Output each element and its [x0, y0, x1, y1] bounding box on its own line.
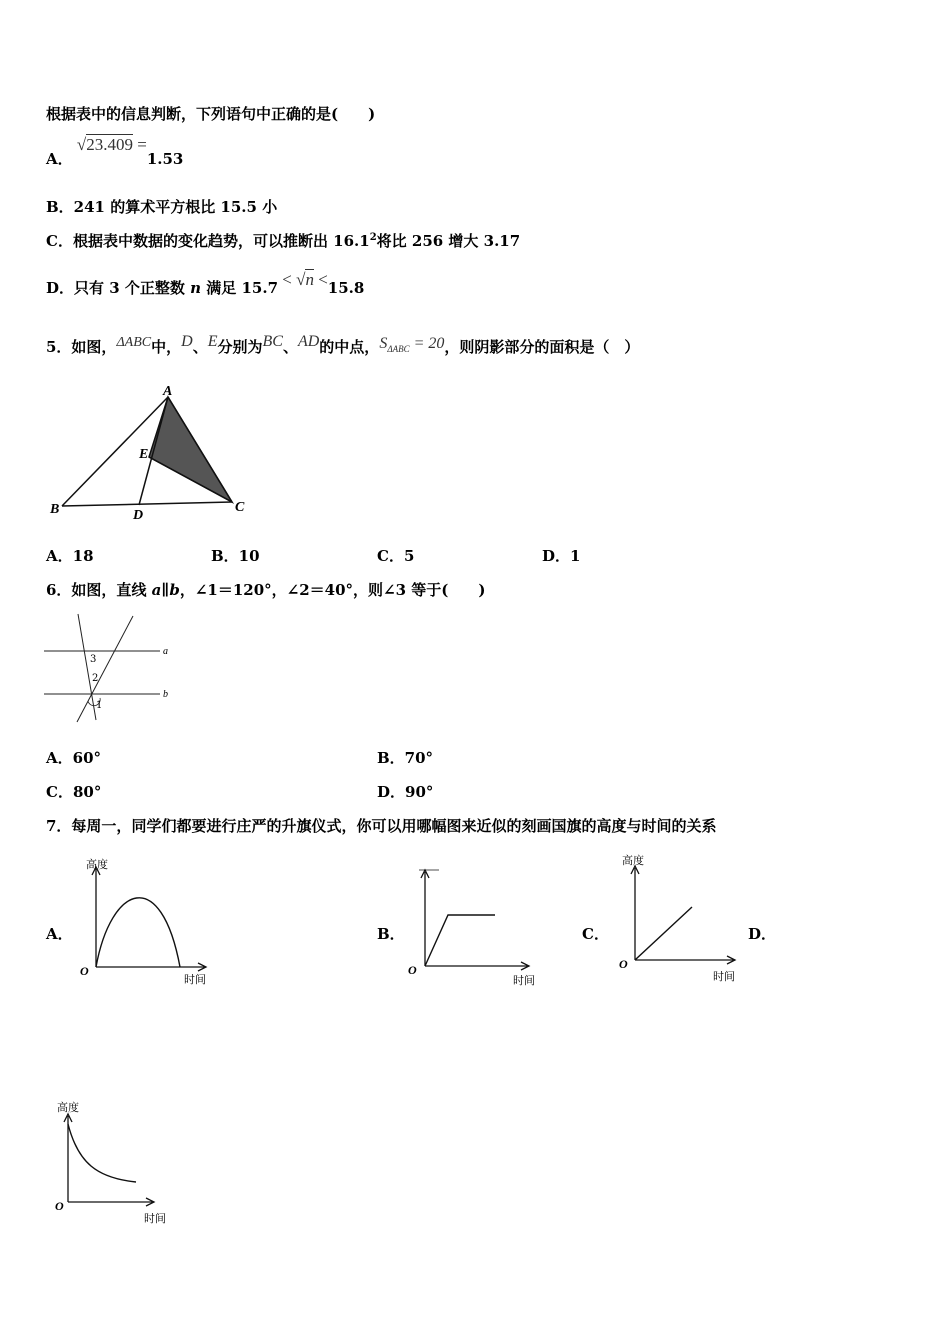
q4-stem: 根据表中的信息判断，下列语句中正确的是( ) [46, 105, 376, 123]
angle-label-2: 2 [92, 673, 99, 684]
x-axis-label: 时间 [144, 1212, 166, 1225]
q5-text-1: 5．如图， [46, 338, 117, 356]
q4-option-a-label: A． [46, 150, 73, 168]
q5-option-c: C．5 [377, 547, 415, 565]
q4-option-c-tail: 将比 256 增大 3.17 [376, 232, 521, 250]
q5-option-b: B．10 [211, 547, 260, 565]
q5-area-sub: ΔABC [387, 344, 410, 355]
y-axis-label: 高度 [86, 858, 108, 871]
q5-text-7: ，则阴影部分的面积是（ ） [444, 338, 640, 356]
x-axis-label: 时间 [713, 970, 735, 983]
q4-option-d-radicand: n [305, 270, 314, 289]
label-c: C [235, 500, 245, 515]
angle-label-3: 3 [90, 654, 97, 665]
q4-option-d-n: n [190, 279, 202, 297]
angle-label-1: 1 [96, 700, 103, 711]
origin-label: O [408, 963, 417, 977]
q5-text-4: 分别为 [217, 338, 263, 356]
q6-option-b: B．70° [377, 749, 434, 767]
q5-math-triangle: ΔABC [116, 335, 152, 350]
y-axis-label: 高度 [57, 1101, 79, 1114]
q6-text-1: 6．如图，直线 [46, 581, 152, 599]
q4-option-d-text: D．只有 3 个正整数 [46, 279, 191, 297]
label-e: E [139, 447, 149, 462]
label-b: B [50, 502, 60, 517]
q7-stem: 7．每周一，同学们都要进行庄严的升旗仪式，你可以用哪幅图来近似的刻画国旗的高度与时间的关系 [46, 817, 717, 835]
q5-area-s: S [379, 335, 388, 352]
q6-option-a: A．60° [46, 749, 102, 767]
q5-option-d: D．1 [542, 547, 581, 565]
q5-math-ad: AD [297, 333, 320, 350]
q4-option-c [46, 230, 520, 251]
q4-option-c-text: C．根据表中数据的变化趋势，可以推断出 16.1 [46, 232, 370, 250]
x-axis-label: 时间 [184, 973, 206, 986]
q4-option-d-lt2: < [318, 270, 328, 289]
q4-option-d-lt1: < [282, 270, 292, 289]
q6-parallel-lines-figure [44, 612, 184, 727]
q4-option-a-radicand: 23.409 [86, 135, 133, 154]
label-d: D [133, 508, 144, 523]
q4-option-a-eq: = [137, 135, 147, 154]
shaded-triangle [149, 397, 232, 502]
y-axis-label: 高度 [622, 854, 644, 867]
q5-math-area [379, 335, 445, 355]
origin-label: O [55, 1199, 64, 1213]
q4-option-a [46, 135, 184, 168]
q6-option-c: C．80° [46, 783, 102, 801]
label-a: A [163, 384, 173, 399]
q6-stem [46, 579, 485, 600]
q7-option-c-label: C． [582, 925, 609, 943]
q5-stem [46, 333, 640, 358]
q4-option-c-exponent: 2 [369, 232, 377, 243]
x-axis-label: 时间 [513, 974, 535, 987]
line-label-a: a [163, 646, 168, 657]
q5-triangle-figure [46, 385, 266, 525]
q5-math-bc: BC [262, 333, 283, 350]
q4-option-d [46, 270, 365, 298]
q5-text-2: 中， [151, 338, 182, 356]
q5-area-eq: = 20 [409, 335, 445, 352]
q4-option-d-end: 15.8 [327, 279, 365, 297]
q5-math-e: E [207, 333, 218, 350]
q6-text-2: ，∠1＝120°，∠2＝40°，则∠3 等于( ) [179, 581, 486, 599]
q5-text-6: 的中点， [319, 338, 380, 356]
q4-option-a-value: 1.53 [146, 150, 184, 168]
sqrt-symbol: √ [76, 135, 87, 154]
q7-graph-c [617, 852, 757, 987]
q6-option-d: D．90° [377, 783, 434, 801]
q7-option-a-label: A． [46, 925, 73, 943]
q4-option-d-mid: 满足 15.7 [201, 279, 279, 297]
q5-math-d: D [181, 333, 193, 350]
line-label-b: b [163, 689, 168, 700]
q5-option-a: A．18 [46, 547, 94, 565]
origin-label: O [619, 957, 628, 971]
q5-text-5: 、 [282, 338, 298, 356]
q7-option-b-label: B． [377, 925, 405, 943]
q7-graph-b [405, 862, 555, 992]
sqrt-symbol: √ [296, 270, 306, 289]
q7-graph-d [52, 1098, 192, 1228]
q5-text-3: 、 [192, 338, 208, 356]
q7-graph-a [76, 855, 226, 990]
q6-math-parallel: a∥b [151, 581, 180, 599]
origin-label: O [80, 964, 89, 978]
q7-option-d-label: D． [748, 925, 777, 943]
q4-option-b: B．241 的算术平方根比 15.5 小 [46, 198, 278, 216]
